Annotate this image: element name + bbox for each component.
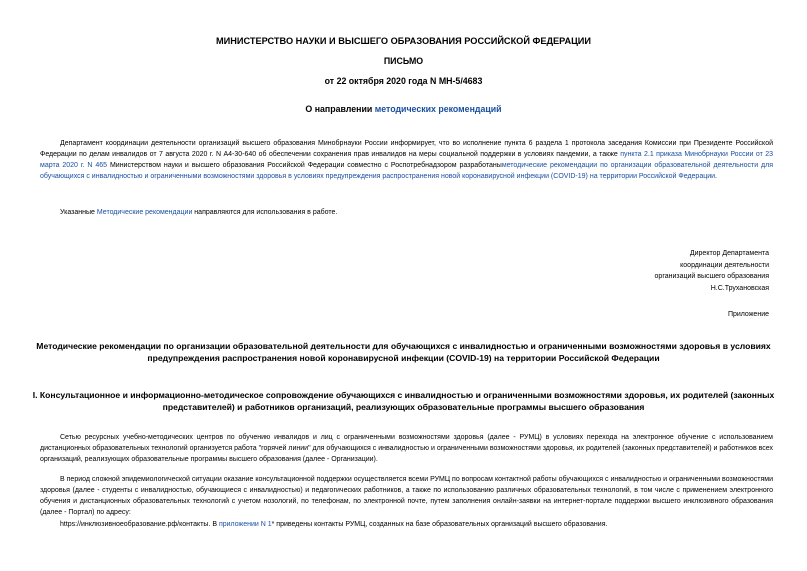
paragraph-intro	[40, 138, 773, 182]
document-date-number: от 22 октября 2020 года N МН-5/4683	[324, 76, 483, 86]
subject-link[interactable]: методических рекомендаций	[374, 104, 502, 114]
appendix-1-link[interactable]: приложении N 1	[218, 521, 272, 528]
appendix-label: Приложение	[727, 311, 769, 318]
signature-line: организаций высшего образования	[654, 273, 769, 280]
p1-text-b: Министерством науки и высшего образования Российской Федерации совместно с Роспотребнадзором разработаны	[107, 162, 502, 169]
ministry-heading: МИНИСТЕРСТВО НАУКИ И ВЫСШЕГО ОБРАЗОВАНИЯ РОССИЙСКОЙ ФЕДЕРАЦИИ	[215, 36, 591, 46]
section-1-title: I. Консультационное и информационно-методическое сопровождение обучающихся с инвалидностью и ограниченными возможностями здоровья, их родителей (законных представителей) и работников организаций, реализующих образовательные программы высшего образования	[32, 390, 775, 412]
p1-text-a: Департамент координации деятельности организаций высшего образования Минобрнауки России информирует, что во исполнение пункта 6 раздела 1 протокола заседания Комиссии при Президенте Российской Федерации по делам инвалидов от 7 августа 2020 г. N А4-30-640 об обеспечении сохранения прав инвалидов на меры социальной поддержки в условиях пандемии, а также	[40, 140, 773, 158]
p2-text-a: Указанные	[60, 209, 97, 216]
signature-name: Н.С.Трухановская	[710, 284, 769, 292]
document-subject	[0, 104, 807, 114]
p1-text-c: .	[715, 173, 717, 180]
methodical-recommendations-link[interactable]: Методические рекомендации	[96, 209, 193, 216]
signature-line: Директор Департамента	[689, 250, 769, 257]
p2-text-b: направляются для использования в работе.	[192, 209, 338, 216]
signature-line: координации деятельности	[680, 261, 769, 269]
signature-block	[569, 248, 769, 294]
subject-prefix: О направлении	[305, 104, 375, 114]
p5-text-a: https://инклюзивноеобразование.рф/контакты. В	[60, 521, 219, 528]
p5-text-b: * приведены контакты РУМЦ, созданных на базе образовательных организаций высшего образования.	[271, 521, 608, 528]
order-465-link[interactable]: пункта 2.1 приказа Минобрнауки России от 23 марта 2020 г. N 465	[40, 151, 773, 169]
paragraph-sent	[40, 207, 773, 218]
paragraph-hotline: Сетью ресурсных учебно-методических центров по обучению инвалидов и лиц с ограниченными возможностями здоровья (далее - РУМЦ) в условиях перехода на электронное обучение с использованием дистанционных образовательных технологий организуется работа "горячей линии" для обучающихся с инвалидностью и ограниченными возможностями здоровья, их родителей (законных представителей) и работников всех организаций, реализующих образовательные программы высшего образования (далее - Организации).	[40, 434, 773, 463]
document-type: ПИСЬМО	[383, 56, 424, 66]
appendix-title: Методические рекомендации по организации образовательной деятельности для обучающихся с инвалидностью и ограниченными возможностями здоровья в условиях предупреждения распространения новой коронавирусной инфекции (COVID-19) на территории Российской Федерации	[36, 341, 771, 363]
paragraph-support: В период сложной эпидемиологической ситуации оказание консультационной поддержки осуществляется всеми РУМЦ по вопросам контактной работы обучающихся с инвалидностью и ограниченными возможностями здоровья (далее - студенты с инвалидностью, обучающиеся с инвалидностью) и педагогических работников, а также по использованию различных образовательных технологий, в том числе с применением электронного обучения и дистанционных образовательных технологий с учетом нозологий, по телефонам, по электронной почте, путем заполнения онлайн-заявки на интернет-портале поддержки высшего инклюзивного образования (далее - Портал) по адресу:	[40, 476, 773, 516]
recommendations-link[interactable]: методические рекомендации по организации образовательной деятельности для обучающихся с инвалидностью и ограниченными возможностями здоровья в условиях предупреждения распространения новой коронавирусной инфекции (COVID-19) на территории Российской Федерации	[40, 162, 773, 180]
paragraph-contacts	[60, 521, 607, 528]
